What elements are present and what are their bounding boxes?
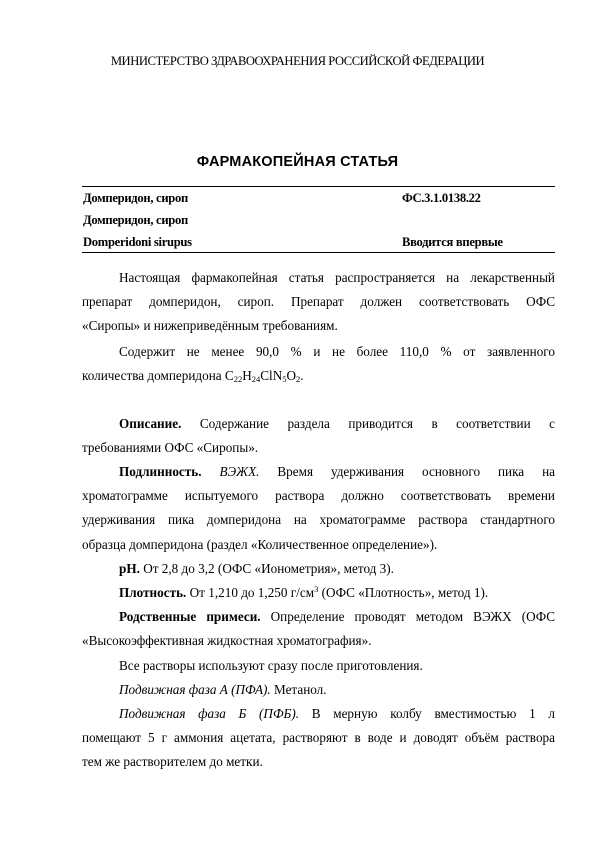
text-line: Содержит не менее 90,0 % и не более 110,0 % от заявленного (119, 344, 555, 359)
article-code: ФС.3.1.0138.22 (402, 191, 481, 205)
density-section (82, 581, 555, 605)
intro-paragraph (82, 266, 555, 339)
text-line: требованиями ОФС «Сиропы». (82, 440, 259, 456)
superscript: 3 (314, 584, 319, 594)
text-fragment: От 2,8 до 3,2 (ОФС «Ионометрия», метод 3). (139, 561, 394, 576)
text-line: хроматограмме испытуемого раствора должно соответствовать времени (82, 488, 555, 504)
text-line: «Сиропы» и нижеприведённым требованиям. (82, 318, 338, 334)
section-label: Описание. (119, 416, 182, 431)
text-fragment: (ОФС «Плотность», метод 1). (318, 585, 489, 600)
name-latin: Domperidoni sirupus (83, 235, 192, 249)
text-line (82, 702, 555, 726)
text-line (82, 605, 555, 629)
mobile-phase-a (82, 678, 555, 702)
introduction-status: Вводится впервые (402, 235, 503, 249)
subsection-label: Подвижная фаза Б (ПФБ). (119, 706, 300, 721)
method-label: ВЭЖХ. (219, 464, 260, 479)
subscript: 24 (251, 374, 261, 385)
ph-section (82, 557, 555, 581)
text-fragment: В мерную колбу вместимостью 1 л (299, 706, 555, 721)
text-line (82, 557, 555, 581)
section-label: Подлинность. (119, 464, 202, 479)
mobile-phase-b (82, 702, 555, 775)
name-ru-duplicate: Домперидон, сироп (83, 213, 188, 227)
text-fragment: O (286, 368, 296, 384)
subscript: 22 (233, 374, 243, 385)
text-line: помещают 5 г аммония ацетата, растворяют в воде и доводят объём раствора (82, 730, 555, 746)
text-fragment: Содержание раздела приводится в соответствии с (181, 416, 555, 431)
document-title: ФАРМАКОПЕЙНАЯ СТАТЬЯ (196, 154, 399, 170)
section-label: Родственные примеси. (119, 609, 261, 624)
text-line (82, 678, 555, 702)
text-line (82, 581, 555, 605)
text-line: образца домперидона (раздел «Количественное определение»). (82, 536, 438, 552)
text-fragment: H (242, 368, 252, 384)
table-top-rule (82, 186, 555, 187)
text-line (82, 412, 555, 436)
text-fragment: . (300, 368, 304, 384)
description-section (82, 412, 555, 460)
text-line (82, 460, 555, 484)
related-impurities-section (82, 605, 555, 653)
content-paragraph (82, 340, 555, 388)
text-fragment: количества домперидона C (82, 368, 234, 384)
section-label: pH. (119, 561, 140, 576)
text-fragment: Метанол. (270, 682, 327, 697)
text-line: Настоящая фармакопейная статья распространяется на лекарственный (119, 270, 555, 285)
text-line: удерживания пика домперидона на хроматограмме раствора стандартного (82, 512, 555, 528)
text-line: препарат домперидон, сироп. Препарат должен соответствовать ОФС (82, 294, 555, 310)
text-fragment: От 1,210 до 1,250 г/см (186, 585, 315, 600)
name-ru: Домперидон, сироп (83, 191, 188, 205)
subscript: 2 (296, 374, 301, 385)
subscript: 5 (282, 374, 287, 385)
identification-section (82, 460, 555, 557)
text-line: «Высокоэффективная жидкостная хроматография». (82, 633, 372, 649)
subsection-label: Подвижная фаза А (ПФА). (119, 682, 271, 697)
section-label: Плотность. (119, 585, 187, 600)
text-fragment: Определение проводят методом ВЭЖХ (ОФС (260, 609, 555, 624)
text-fragment: ClN (260, 368, 283, 384)
text-line: Все растворы используют сразу после приготовления. (119, 658, 423, 673)
table-bottom-rule (82, 252, 555, 253)
ministry-header: МИНИСТЕРСТВО ЗДРАВООХРАНЕНИЯ РОССИЙСКОЙ ФЕДЕРАЦИИ (110, 54, 485, 68)
text-line: тем же растворителем до метки. (82, 754, 263, 770)
solutions-note (82, 654, 555, 678)
text-fragment: Время удерживания основного пика на (259, 464, 555, 479)
text-line (82, 364, 555, 388)
